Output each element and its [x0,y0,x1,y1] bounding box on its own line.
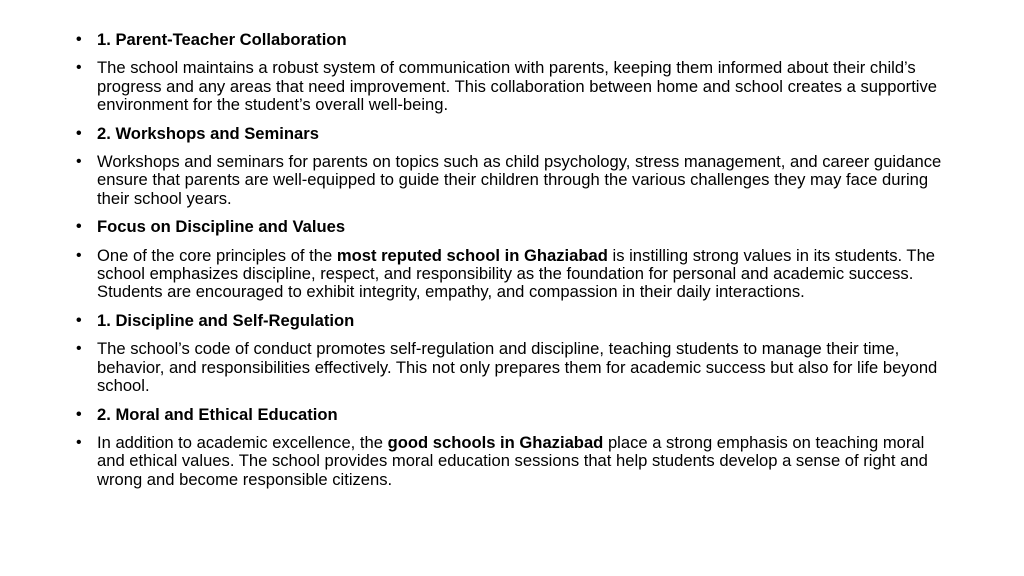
text-run: In addition to academic excellence, the [97,432,388,452]
bullet-text: 1. Parent-Teacher Collaboration [97,30,347,49]
bullet-list [76,31,956,499]
bullet-heading-self-regulation [76,312,956,330]
text-run: is instilling strong values in its students. The school emphasizes discipline, respect, and responsibility as the foundation for personal and academic success. Students are encouraged to exhibit integrity, empathy, and compassion in their daily interactions. [97,245,936,302]
bullet-heading-workshops [76,125,956,143]
bullet-text [97,433,928,489]
bullet-icon: • [76,59,82,77]
bullet-icon: • [76,405,82,423]
bullet-paragraph-core-principles [76,247,956,302]
bullet-icon: • [76,246,82,264]
bullet-paragraph-workshops [76,153,956,208]
bullet-icon: • [76,31,82,48]
bullet-heading-parent-teacher [76,31,956,49]
text-run: One of the core principles of the [97,245,337,265]
bullet-paragraph-moral-education [76,434,956,489]
bullet-text: 2. Moral and Ethical Education [97,404,338,424]
bold-phrase: good schools in Ghaziabad [387,432,604,452]
bullet-icon: • [76,218,82,236]
bullet-icon: • [76,433,82,451]
bullet-text: Workshops and seminars for parents on topics such as child psychology, stress management, and career guidance ensure that parents are well-equipped to guide their children through the various challenges they may face during their school years. [97,152,942,208]
bullet-text: 1. Discipline and Self-Regulation [97,310,355,330]
bullet-paragraph-communication [76,59,956,114]
bullet-icon: • [76,153,82,171]
bullet-icon: • [76,311,82,329]
bullet-heading-discipline-values [76,218,956,236]
bullet-text: The school’s code of conduct promotes self-regulation and discipline, teaching students to manage their time, behavior, and responsibilities effectively. This not only prepares them for academic success but also for life beyond school. [97,339,938,396]
bullet-icon: • [76,124,82,142]
bullet-heading-moral-ethical [76,406,956,424]
bullet-text: 2. Workshops and Seminars [97,123,319,143]
text-run: place a strong emphasis on teaching moral and ethical values. The school provides moral education sessions that help students develop a sense of right and wrong and become responsible citizens. [97,432,928,489]
bullet-paragraph-code-of-conduct [76,340,956,395]
bullet-icon: • [76,340,82,358]
bullet-text [97,246,935,302]
bold-phrase: most reputed school in Ghaziabad [336,245,608,265]
bullet-text: The school maintains a robust system of communication with parents, keeping them informed about their child’s progress and any areas that need improvement. This collaboration between home and school creates a supportive environment for the student’s overall well-being. [97,58,938,115]
bullet-text: Focus on Discipline and Values [97,217,346,237]
